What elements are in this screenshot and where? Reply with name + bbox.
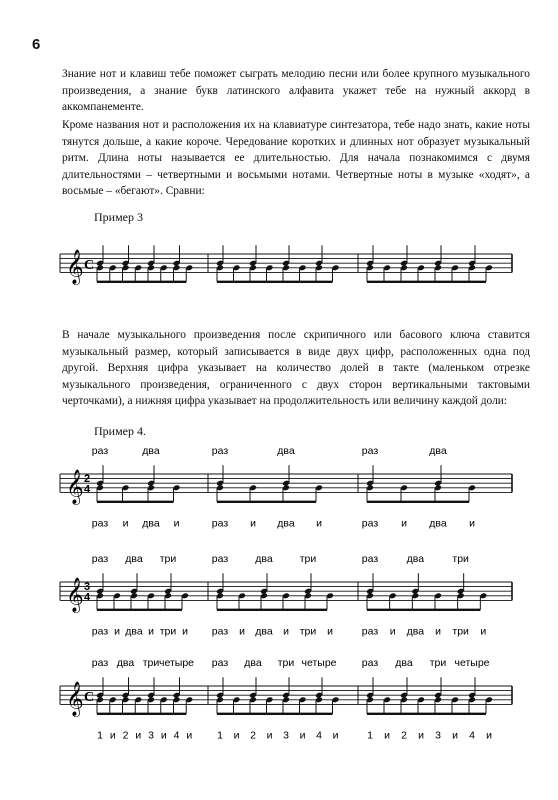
eighth-syllable: раз bbox=[91, 517, 109, 530]
time-signature-common: C bbox=[84, 257, 95, 273]
treble-clef-icon: 𝄞 bbox=[66, 577, 84, 613]
paragraph-1 bbox=[62, 66, 530, 116]
quarter-syllable: раз bbox=[361, 445, 379, 457]
quarter-syllable: два bbox=[116, 657, 135, 669]
eighth-syllable: и bbox=[239, 625, 245, 638]
eighth-syllable: и bbox=[148, 625, 154, 638]
eighth-syllable: 2 bbox=[401, 729, 407, 742]
time-signature-top: 3 bbox=[84, 581, 91, 594]
quarter-syllable: три bbox=[159, 553, 177, 565]
eighth-syllable: и bbox=[135, 729, 142, 742]
quarter-syllable: три bbox=[142, 657, 160, 669]
eighth-syllable: раз bbox=[361, 517, 379, 530]
eighth-syllable: и bbox=[401, 517, 407, 530]
quarter-syllable: три bbox=[277, 657, 295, 669]
quarter-syllable: три bbox=[429, 657, 447, 669]
quarter-syllable: два bbox=[395, 657, 413, 669]
eighth-syllable: и bbox=[233, 729, 240, 742]
example-3-label: Пример 3 bbox=[94, 210, 144, 224]
example-3-staff bbox=[0, 240, 558, 300]
quarter-syllable: три bbox=[299, 553, 317, 565]
eighth-syllable: три bbox=[159, 625, 177, 638]
eighth-syllable: 2 bbox=[250, 729, 256, 742]
quarter-syllable: раз bbox=[211, 445, 229, 457]
eighth-syllable: два bbox=[255, 625, 273, 638]
paragraph-2-text: Кроме названия нот и расположения их на клавиатуре синтезатора, тебе надо знать, какие ноты тянутся дольше, а какие короче. Чередование коротких и длинных нот образует музыкальный ритм. Длина ноты называется ее длительностью. Для начала познакомимся с двумя длительностями – четвертными и восьмыми нотами. Четвертные ноты в музыке «ходят», а восьмые – «бегают». Сравни: bbox=[62, 119, 530, 198]
eighth-syllable: 1 bbox=[217, 729, 223, 742]
eighth-syllable: 2 bbox=[122, 729, 129, 742]
eighth-syllable: раз bbox=[211, 625, 229, 638]
example-4-staff-3-4 bbox=[0, 548, 558, 648]
quarter-syllable: раз bbox=[91, 553, 109, 565]
eighth-syllable: и bbox=[316, 517, 322, 530]
quarter-syllable: два bbox=[429, 445, 447, 457]
example-4-staff-4-4 bbox=[0, 652, 558, 762]
eighth-syllable: два bbox=[277, 517, 295, 530]
eighth-syllable: три bbox=[299, 625, 317, 638]
quarter-syllable: раз bbox=[211, 553, 229, 565]
quarter-syllable: два bbox=[125, 553, 143, 565]
eighth-syllable: 4 bbox=[469, 729, 475, 742]
eighth-syllable: и bbox=[109, 729, 116, 742]
eighth-syllable: и bbox=[469, 517, 475, 530]
paragraph-2 bbox=[62, 117, 530, 200]
quarter-syllable: два bbox=[406, 553, 425, 565]
time-signature-common: C bbox=[84, 689, 95, 705]
quarter-syllable: четыре bbox=[159, 657, 194, 669]
eighth-syllable: и bbox=[114, 625, 120, 638]
time-signature-bottom: 4 bbox=[84, 591, 91, 604]
eighth-syllable: и bbox=[122, 517, 129, 530]
time-signature-top: 2 bbox=[84, 473, 91, 486]
eighth-syllable: и bbox=[182, 625, 188, 638]
quarter-syllable: раз bbox=[211, 657, 229, 669]
eighth-syllable: и bbox=[160, 729, 167, 742]
paragraph-3 bbox=[62, 327, 530, 410]
eighth-syllable: три bbox=[452, 625, 469, 638]
quarter-syllable: раз bbox=[361, 657, 379, 669]
eighth-syllable: 1 bbox=[97, 729, 103, 742]
eighth-syllable: и bbox=[384, 729, 390, 742]
paragraph-3-text: В начале музыкального произведения после скрипичного или басового ключа ставится музыкальный размер, который записывается в виде двух цифр, расположенных одна под другой. Верхняя цифра указывает на количество долей в такте (маленьком отрезке музыкального произведения, ограниченного с двух сторон вертикальными тактовыми черточками), а нижняя цифра указывает на продолжительность или величину каждой доли: bbox=[62, 329, 530, 408]
quarter-syllable: четыре bbox=[301, 657, 337, 669]
eighth-syllable: и bbox=[327, 625, 333, 638]
quarter-syllable: два bbox=[255, 553, 273, 565]
eighth-syllable: раз bbox=[361, 625, 379, 638]
eighth-syllable: и bbox=[332, 729, 339, 742]
quarter-syllable: раз bbox=[361, 553, 379, 565]
eighth-syllable: два bbox=[142, 517, 160, 530]
eighth-syllable: и bbox=[389, 625, 396, 638]
eighth-syllable: и bbox=[299, 729, 306, 742]
treble-clef-icon: 𝄞 bbox=[66, 469, 84, 505]
eighth-syllable: и bbox=[283, 625, 289, 638]
eighth-syllable: и bbox=[266, 729, 273, 742]
treble-clef-icon: 𝄞 bbox=[66, 249, 84, 285]
eighth-syllable: и bbox=[480, 625, 487, 638]
example-4-staff-2-4 bbox=[0, 440, 558, 550]
eighth-syllable: и bbox=[173, 517, 180, 530]
eighth-syllable: и bbox=[435, 625, 441, 638]
quarter-syllable: раз bbox=[91, 657, 109, 669]
eighth-syllable: и bbox=[186, 729, 193, 742]
quarter-syllable: два bbox=[277, 445, 295, 457]
quarter-syllable: раз bbox=[91, 445, 109, 457]
treble-clef-icon: 𝄞 bbox=[66, 681, 84, 717]
time-signature-bottom: 4 bbox=[84, 483, 91, 496]
eighth-syllable: и bbox=[486, 729, 492, 742]
quarter-syllable: два bbox=[244, 657, 262, 669]
eighth-syllable: два bbox=[125, 625, 143, 638]
page-number: 6 bbox=[32, 36, 41, 53]
eighth-syllable: и bbox=[250, 517, 256, 530]
eighth-syllable: 1 bbox=[367, 729, 373, 742]
quarter-syllable: два bbox=[142, 445, 160, 457]
eighth-syllable: 3 bbox=[148, 729, 154, 742]
quarter-syllable: три bbox=[452, 553, 469, 565]
eighth-syllable: 3 bbox=[283, 729, 289, 742]
eighth-syllable: раз bbox=[91, 625, 109, 638]
eighth-syllable: и bbox=[418, 729, 424, 742]
eighth-syllable: раз bbox=[211, 517, 229, 530]
eighth-syllable: два bbox=[429, 517, 447, 530]
example-4-label: Пример 4. bbox=[94, 424, 147, 438]
quarter-syllable: четыре bbox=[454, 657, 490, 669]
eighth-syllable: 4 bbox=[173, 729, 180, 742]
eighth-syllable: 3 bbox=[435, 729, 441, 742]
eighth-syllable: два bbox=[406, 625, 425, 638]
eighth-syllable: и bbox=[452, 729, 458, 742]
eighth-syllable: 4 bbox=[316, 729, 322, 742]
paragraph-1-text: Знание нот и клавиш тебе поможет сыграть мелодию песни или более крупного музыкального произведения, а знание букв латинского алфавита укажет тебе на нужный аккорд в аккомпанементе. bbox=[62, 68, 530, 114]
